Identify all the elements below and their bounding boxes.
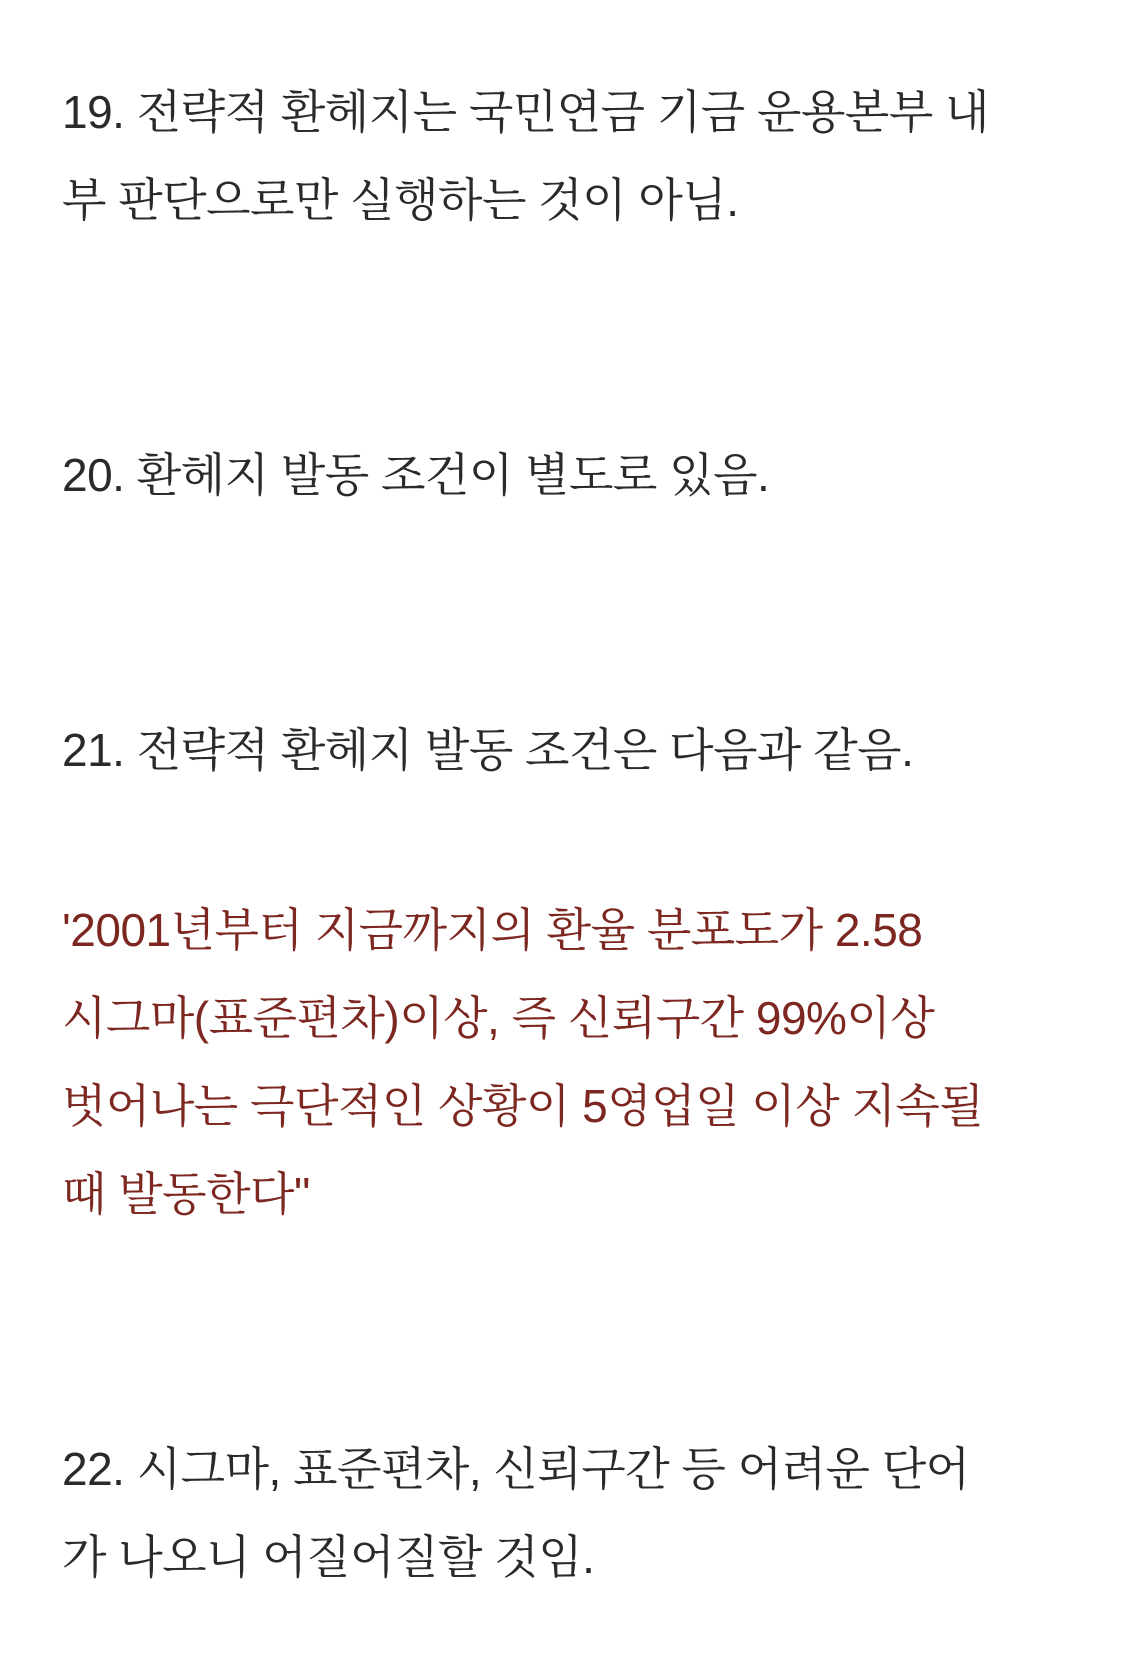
paragraph-item-21-line-1: 21. 전략적 환헤지 발동 조건은 다음과 같음. bbox=[62, 724, 914, 776]
quote-hedge-trigger-condition bbox=[62, 886, 1065, 1238]
paragraph-item-19 bbox=[62, 68, 1065, 244]
paragraph-item-22-line-1: 22. 시그마, 표준편차, 신뢰구간 등 어려운 단어 bbox=[62, 1443, 970, 1495]
quote-line-3: 벗어나는 극단적인 상황이 5영업일 이상 지속될 bbox=[62, 1080, 984, 1132]
paragraph-item-20-line-1: 20. 환헤지 발동 조건이 별도로 있음. bbox=[62, 449, 770, 501]
quote-line-4: 때 발동한다" bbox=[62, 1168, 310, 1220]
paragraph-item-22-line-2: 가 나오니 어질어질할 것임. bbox=[62, 1531, 595, 1583]
paragraph-item-22 bbox=[62, 1425, 1065, 1601]
paragraph-item-21 bbox=[62, 706, 1065, 794]
quote-line-1: '2001년부터 지금까지의 환율 분포도가 2.58 bbox=[62, 904, 923, 956]
paragraph-item-19-line-2: 부 판단으로만 실행하는 것이 아님. bbox=[62, 174, 739, 226]
paragraph-item-20 bbox=[62, 431, 1065, 519]
quote-line-2: 시그마(표준편차)이상, 즉 신뢰구간 99%이상 bbox=[62, 992, 935, 1044]
paragraph-item-19-line-1: 19. 전략적 환헤지는 국민연금 기금 운용본부 내 bbox=[62, 86, 989, 138]
